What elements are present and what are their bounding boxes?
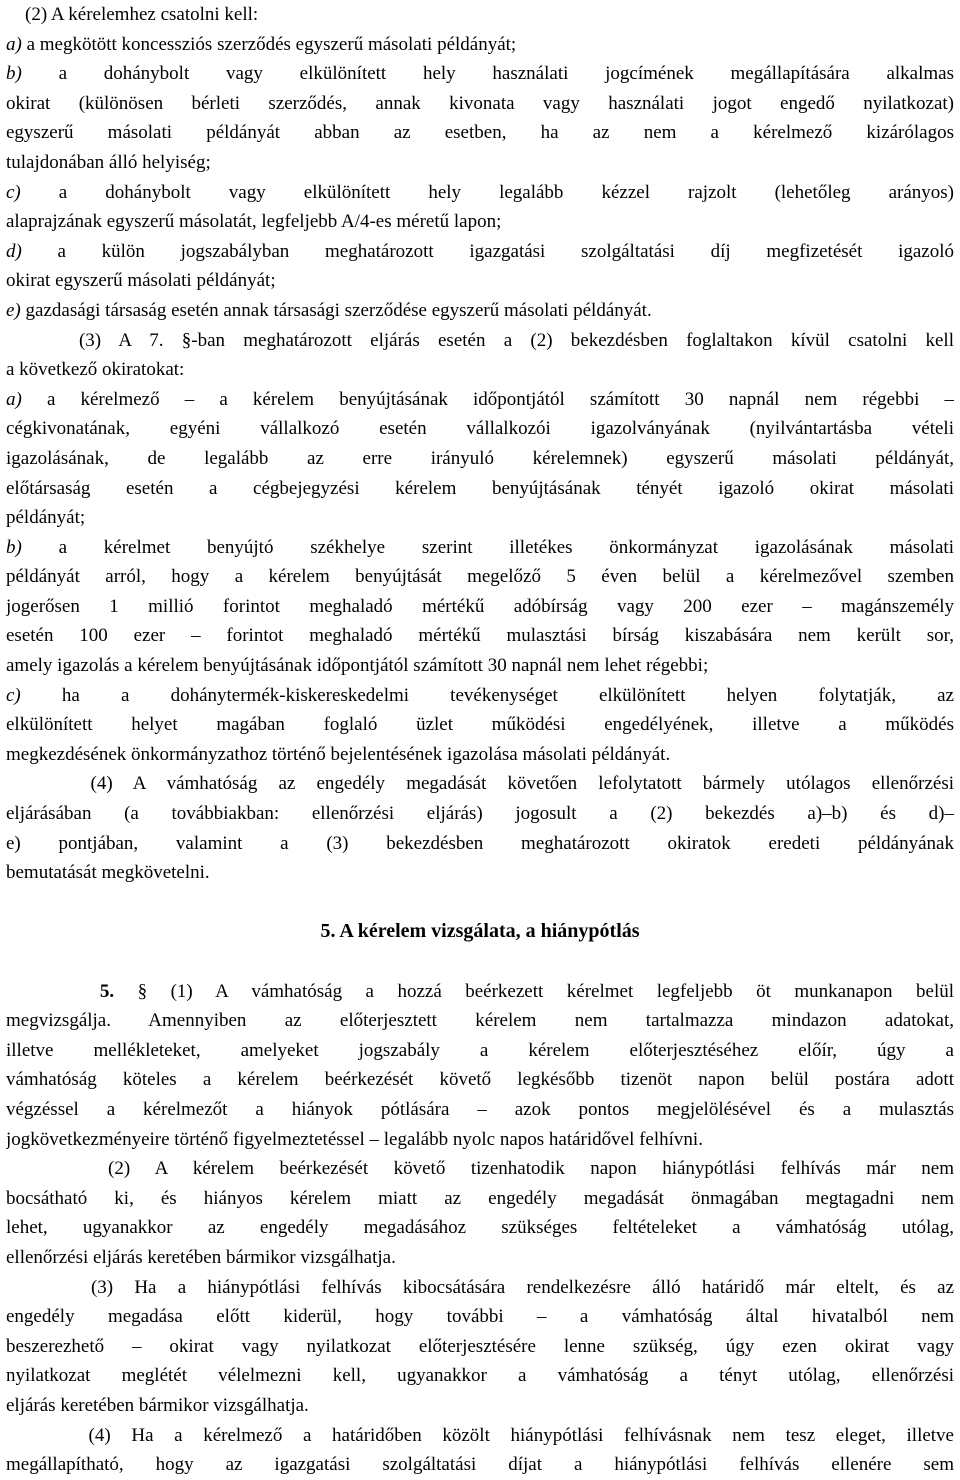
text-line: példányát arról, hogy a kérelem benyújtását megelőző 5 éven belül a kérelmezővel szemben [6,566,954,588]
text-line [6,977,954,1007]
line-text: gazdasági társaság esetén annak társasági szerződése egyszerű másolati példányát. [20,299,652,321]
text-line: igazolásának, de legalább az erre irányuló kérelemnek) egyszerű másolati példányát, [6,447,954,469]
line-text: a kérelmet benyújtó székhelye szerint illetékes önkormányzat igazolásának másolati [21,536,954,558]
point-label: c) [6,684,21,706]
point-label: a) [6,388,22,410]
text-line: tulajdonában álló helyiség; [6,151,211,173]
text-line [6,59,954,89]
text-line: okirat egyszerű másolati példányát; [6,270,276,292]
text-line [6,30,954,60]
text-line: e) pontjában, valamint a (3) bekezdésben meghatározott okiratok eredeti példányának [6,832,954,854]
text-line: végzéssel a kérelmezőt a hiányok pótlására – azok pontos megjelölésével és a mulasztás [6,1098,954,1120]
line-text: a dohánybolt vagy elkülönített hely használati jogcímének megállapítására alkalmas [21,63,954,85]
text-line: ellenőrzési eljárás keretében bármikor vizsgálhatja. [6,1246,396,1268]
text-line: bocsátható ki, és hiányos kérelem miatt az engedély megadását önmagában megtagadni nem [6,1187,954,1209]
text-line: vámhatóság köteles a kérelem beérkezését követő legkésőbb tizenöt napon belül postára adott [6,1069,954,1091]
line-text: ha a dohánytermék-kiskereskedelmi tevékenységet elkülönített helyen folytatják, az [20,684,954,706]
text-line: elkülönített helyet magában foglaló üzlet működési engedélyének, illetve a működés [6,714,954,736]
text-line [6,385,954,415]
section-heading: 5. A kérelem vizsgálata, a hiánypótlás [320,920,640,943]
text-line [6,237,954,267]
point-label: b) [6,536,22,558]
text-line: alaprajzának egyszerű másolatát, legfeljebb A/4-es méretű lapon; [6,211,502,233]
text-line [6,681,954,711]
text-line: jogkövetkezményeire történő figyelmeztetéssel – legalább nyolc napos határidővel felhívni. [6,1128,703,1150]
line-text: a külön jogszabályban meghatározott igazgatási szolgáltatási díj megfizetését igazoló [21,240,954,262]
text-line: (2) A kérelem beérkezését követő tizenhatodik napon hiánypótlási felhívás már nem [6,1158,954,1180]
text-line: példányát; [6,507,86,529]
point-label: 5. [99,980,115,1002]
point-label: b) [6,63,22,85]
text-line [6,888,954,918]
point-label: d) [6,240,22,262]
line-text: § (1) A vámhatóság a hozzá beérkezett kérelmet legfeljebb öt munkanapon belül [114,980,954,1002]
text-line: jogerősen 1 millió forintot meghaladó mértékű adóbírság vagy 200 ezer – magánszemély [6,595,954,617]
text-line: (3) Ha a hiánypótlási felhívás kibocsátására rendelkezésre álló határidő már eltelt, és az [6,1276,954,1298]
text-line: megvizsgálja. Amennyiben az előterjesztett kérelem nem tartalmazza mindazon adatokat, [6,1010,954,1032]
text-line: (3) A 7. §-ban meghatározott eljárás esetén a (2) bekezdésben foglaltakon kívül csatolni kell [6,329,954,351]
line-text: a dohánybolt vagy elkülönített hely legalább kézzel rajzolt (lehetőleg arányos) [20,181,954,203]
text-line: cégkivonatának, egyéni vállalkozó esetén vállalkozói igazolványának (nyilvántartásba vételi [6,418,954,440]
text-line: eljárás keretében bármikor vizsgálhatja. [6,1394,309,1416]
text-line: megállapítható, hogy az igazgatási szolgáltatási díjat a hiánypótlási felhívás ellenére sem [6,1454,954,1476]
text-line [6,533,954,563]
text-line [6,296,954,326]
text-line: amely igazolás a kérelem benyújtásának időpontjától számított 30 napnál nem lehet régebbi; [6,655,709,677]
line-text: a megkötött koncessziós szerződés egyszerű másolati példányát; [21,33,517,55]
text-line: (4) Ha a kérelmező a határidőben közölt hiánypótlási felhívásnak nem tesz eleget, illetve [6,1424,954,1446]
point-label: a) [6,33,22,55]
text-line: okirat (különösen bérleti szerződés, annak kivonata vagy használati jogot engedő nyilatkozat) [6,92,954,114]
text-line: engedély megadása előtt kiderül, hogy további – a vámhatóság által hivatalból nem [6,1306,954,1328]
text-line: bemutatását megkövetelni. [6,862,210,884]
text-line: egyszerű másolati példányát abban az esetben, ha az nem a kérelmező kizárólagos [6,122,954,144]
text-line: eljárásában (a továbbiakban: ellenőrzési eljárás) jogosult a (2) bekezdés a)–b) és d)– [6,803,954,825]
text-line: illetve mellékleteket, amelyeket jogszabály a kérelem előterjesztéséhez előír, úgy a [6,1039,954,1061]
text-line [6,178,954,208]
text-line: lehet, ugyanakkor az engedély megadásához szükséges feltételeket a vámhatóság utólag, [6,1217,954,1239]
text-line: megkezdésének önkormányzathoz történő bejelentésének igazolása másolati példányát. [6,743,671,765]
text-line [6,947,954,977]
text-line: beszerezhető – okirat vagy nyilatkozat előterjesztésére lenne szükség, úgy ezen okirat vagy [6,1335,954,1357]
text-line: esetén 100 ezer – forintot meghaladó mértékű mulasztási bírság kiszabására nem került sor, [6,625,954,647]
text-line: (2) A kérelemhez csatolni kell: [6,4,259,25]
text-line: (4) A vámhatóság az engedély megadását követően lefolytatott bármely utólagos ellenőrzési [6,773,954,795]
text-line: nyilatkozat meglétét vélelmezni kell, ugyanakkor a vámhatóság a tényt utólag, ellenőrzési [6,1365,954,1387]
point-label: c) [6,181,21,203]
text-line: a következő okiratokat: [6,359,185,381]
point-label: e) [6,299,21,321]
document-page [6,0,954,1480]
text-line: előtársaság esetén a cégbejegyzési kérelem benyújtásának tényét igazoló okirat másolati [6,477,954,499]
line-text: a kérelmező – a kérelem benyújtásának időpontjától számított 30 napnál nem régebbi – [21,388,954,410]
